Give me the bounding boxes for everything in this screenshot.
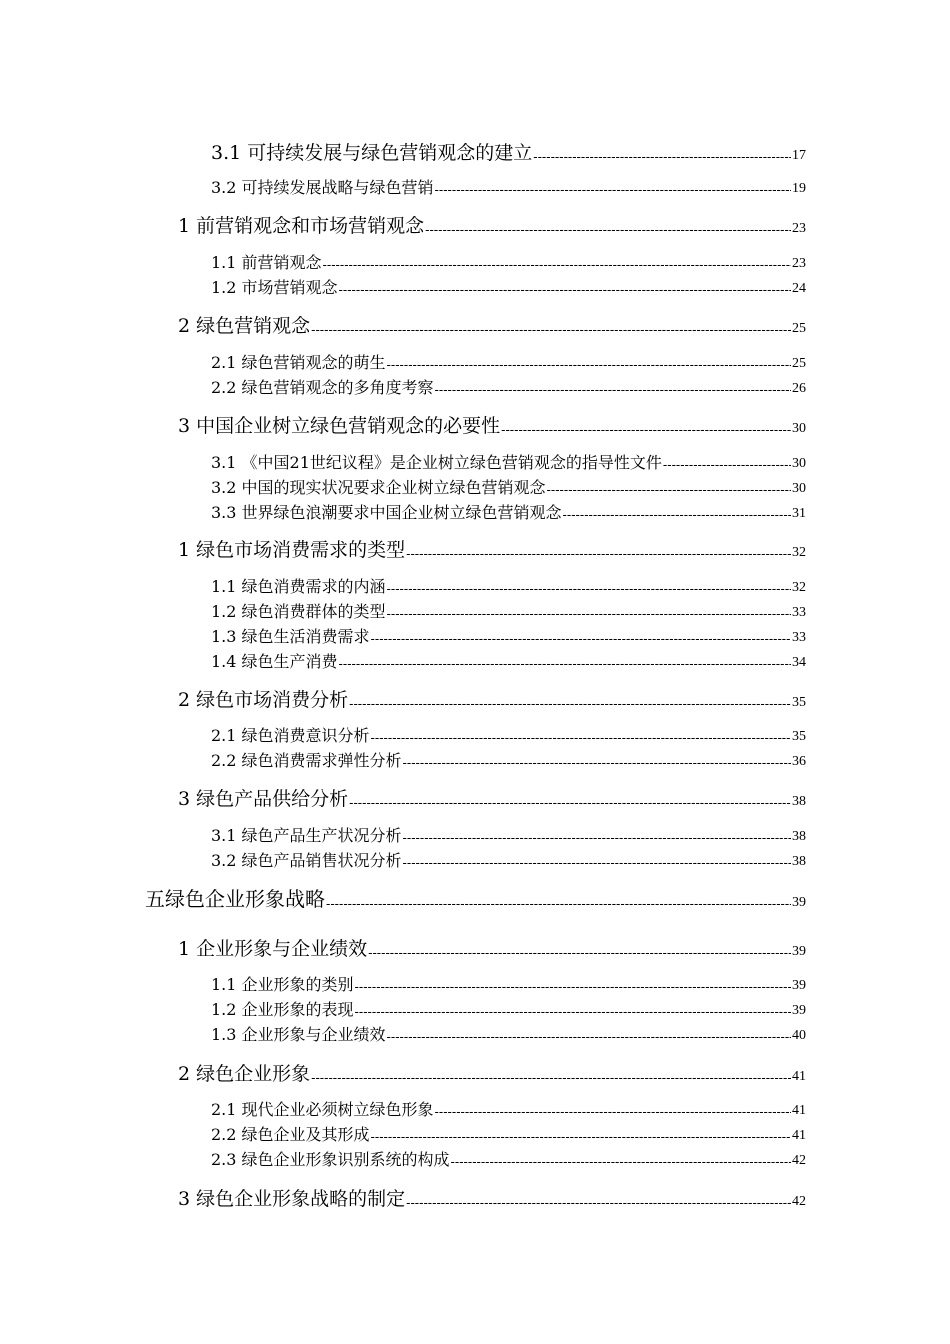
toc-leader [371,632,791,647]
toc-entry [178,934,806,961]
toc-entry [211,624,806,647]
toc-entry-page: 35 [792,695,806,710]
toc-entry [145,883,806,912]
toc-entry-page: 41 [792,1103,806,1118]
toc-entry-label: 3.2 可持续发展战略与绿色营销 [211,178,434,197]
toc-leader [371,731,791,746]
toc-entry [211,138,806,165]
toc-entry-label: 1.1 绿色消费需求的内涵 [211,577,386,596]
toc-leader [371,1130,791,1145]
toc-entry-label: 1.1 前营销观念 [211,253,322,272]
toc-entry-label: 1.2 绿色消费群体的类型 [211,602,386,621]
toc-entry-page: 33 [792,605,806,620]
toc-leader [403,831,791,846]
toc-leader [387,582,791,597]
toc-entry-label: 五绿色企业形象战略 [145,887,325,911]
toc-entry-page: 25 [792,356,806,371]
toc-entry-page: 32 [792,545,806,560]
toc-entry-label: 3.1 《中国21世纪议程》是企业树立绿色营销观念的指导性文件 [211,453,662,472]
toc-entry-label: 3.1 可持续发展与绿色营销观念的建立 [211,142,533,164]
toc-entry-page: 17 [792,148,806,163]
toc-entry [211,350,806,373]
toc-leader [563,508,791,523]
toc-entry-page: 39 [792,1003,806,1018]
toc-leader [368,946,791,961]
toc-leader [435,1105,791,1120]
toc-entry-label: 2.2 绿色营销观念的多角度考察 [211,378,434,397]
toc-leader [403,856,791,871]
toc-entry-label: 1.3 企业形象与企业绩效 [211,1025,386,1044]
toc-leader [435,183,791,198]
toc-entry-label: 1.3 绿色生活消费需求 [211,627,370,646]
toc-leader [311,323,791,338]
toc-leader [387,607,791,622]
toc-entry [211,649,806,672]
toc-leader [355,1005,791,1020]
toc-entry-label: 2.2 绿色消费需求弹性分析 [211,751,402,770]
toc-entry [178,1059,806,1086]
toc-leader [533,150,791,165]
toc-entry-label: 2.2 绿色企业及其形成 [211,1125,370,1144]
toc-leader [311,1071,791,1086]
toc-entry-page: 34 [792,655,806,670]
toc-entry [211,1097,806,1120]
toc-entry [211,723,806,746]
toc-leader [663,458,791,473]
toc-entry [211,175,806,198]
toc-entry [178,685,806,712]
toc-entry-label: 3 中国企业树立绿色营销观念的必要性 [178,415,501,437]
toc-leader [403,756,791,771]
toc-entry [211,450,806,473]
toc-entry-label: 2.1 绿色营销观念的萌生 [211,353,386,372]
toc-leader [406,547,791,562]
toc-entry-label: 1.2 企业形象的表现 [211,1000,354,1019]
toc-entry [211,972,806,995]
toc-entry-page: 38 [792,829,806,844]
toc-entry-label: 1 企业形象与企业绩效 [178,938,368,960]
toc-entry [178,1184,806,1211]
toc-entry-label: 3 绿色企业形象战略的制定 [178,1188,406,1210]
toc-entry-page: 23 [792,256,806,271]
toc-entry [178,535,806,562]
toc-entry-page: 23 [792,221,806,236]
toc-entry-label: 2.3 绿色企业形象识别系统的构成 [211,1150,450,1169]
toc-leader [406,1196,791,1211]
toc-entry [211,599,806,622]
toc-leader [387,1030,791,1045]
toc-entry-label: 1 绿色市场消费需求的类型 [178,539,406,561]
toc-leader [326,897,791,912]
toc-entry-page: 41 [792,1128,806,1143]
toc-leader [387,358,791,373]
toc-entry [211,375,806,398]
toc-leader [547,483,791,498]
toc-entry-page: 30 [792,481,806,496]
toc-entry [211,823,806,846]
toc-entry-page: 33 [792,630,806,645]
toc-entry [211,997,806,1020]
toc-entry-page: 35 [792,729,806,744]
toc-entry-page: 25 [792,321,806,336]
toc-leader [355,980,791,995]
toc-entry-page: 36 [792,754,806,769]
toc-entry-page: 38 [792,854,806,869]
toc-entry-page: 26 [792,381,806,396]
toc-entry-page: 42 [792,1194,806,1209]
toc-entry-page: 41 [792,1069,806,1084]
toc-entry [211,748,806,771]
toc-entry [178,311,806,338]
toc-leader [339,657,791,672]
toc-entry-page: 30 [792,421,806,436]
toc-leader [425,223,791,238]
toc-leader [501,423,791,438]
toc-entry-label: 1.4 绿色生产消费 [211,652,338,671]
toc-entry-label: 2 绿色企业形象 [178,1063,311,1085]
toc-entry-label: 2 绿色市场消费分析 [178,689,349,711]
toc-entry-label: 3 绿色产品供给分析 [178,788,349,810]
toc-entry-label: 3.3 世界绿色浪潮要求中国企业树立绿色营销观念 [211,503,562,522]
toc-entry-label: 3.2 中国的现实状况要求企业树立绿色营销观念 [211,478,546,497]
toc-entry-page: 38 [792,794,806,809]
toc-entry [211,848,806,871]
toc-leader [323,258,791,273]
toc-leader [339,283,791,298]
toc-entry-label: 2.1 现代企业必须树立绿色形象 [211,1100,434,1119]
toc-entry-label: 1.1 企业形象的类别 [211,975,354,994]
toc-entry-page: 30 [792,456,806,471]
toc-entry-page: 42 [792,1153,806,1168]
toc-leader [435,383,791,398]
toc-entry-page: 39 [792,895,806,910]
toc-entry [211,275,806,298]
toc-entry [211,1022,806,1045]
toc-entry-label: 3.2 绿色产品销售状况分析 [211,851,402,870]
toc-entry [211,574,806,597]
toc-entry-page: 39 [792,944,806,959]
toc-leader [349,697,791,712]
toc-entry-label: 1 前营销观念和市场营销观念 [178,215,425,237]
toc-entry-label: 1.2 市场营销观念 [211,278,338,297]
toc-entry-label: 3.1 绿色产品生产状况分析 [211,826,402,845]
toc-entry-page: 40 [792,1028,806,1043]
toc-entry [211,1147,806,1170]
toc-entry-page: 31 [792,506,806,521]
toc-entry [178,784,806,811]
toc-leader [349,796,791,811]
toc-entry-label: 2.1 绿色消费意识分析 [211,726,370,745]
toc-entry-page: 19 [792,181,806,196]
toc-entry [178,211,806,238]
toc-leader [451,1155,791,1170]
toc-entry-page: 24 [792,281,806,296]
toc-entry [211,1122,806,1145]
toc-entry [211,475,806,498]
toc-entry [211,500,806,523]
toc-entry [178,411,806,438]
toc-entry-label: 2 绿色营销观念 [178,315,311,337]
toc-entry [211,250,806,273]
toc-entry-page: 32 [792,580,806,595]
toc-entry-page: 39 [792,978,806,993]
